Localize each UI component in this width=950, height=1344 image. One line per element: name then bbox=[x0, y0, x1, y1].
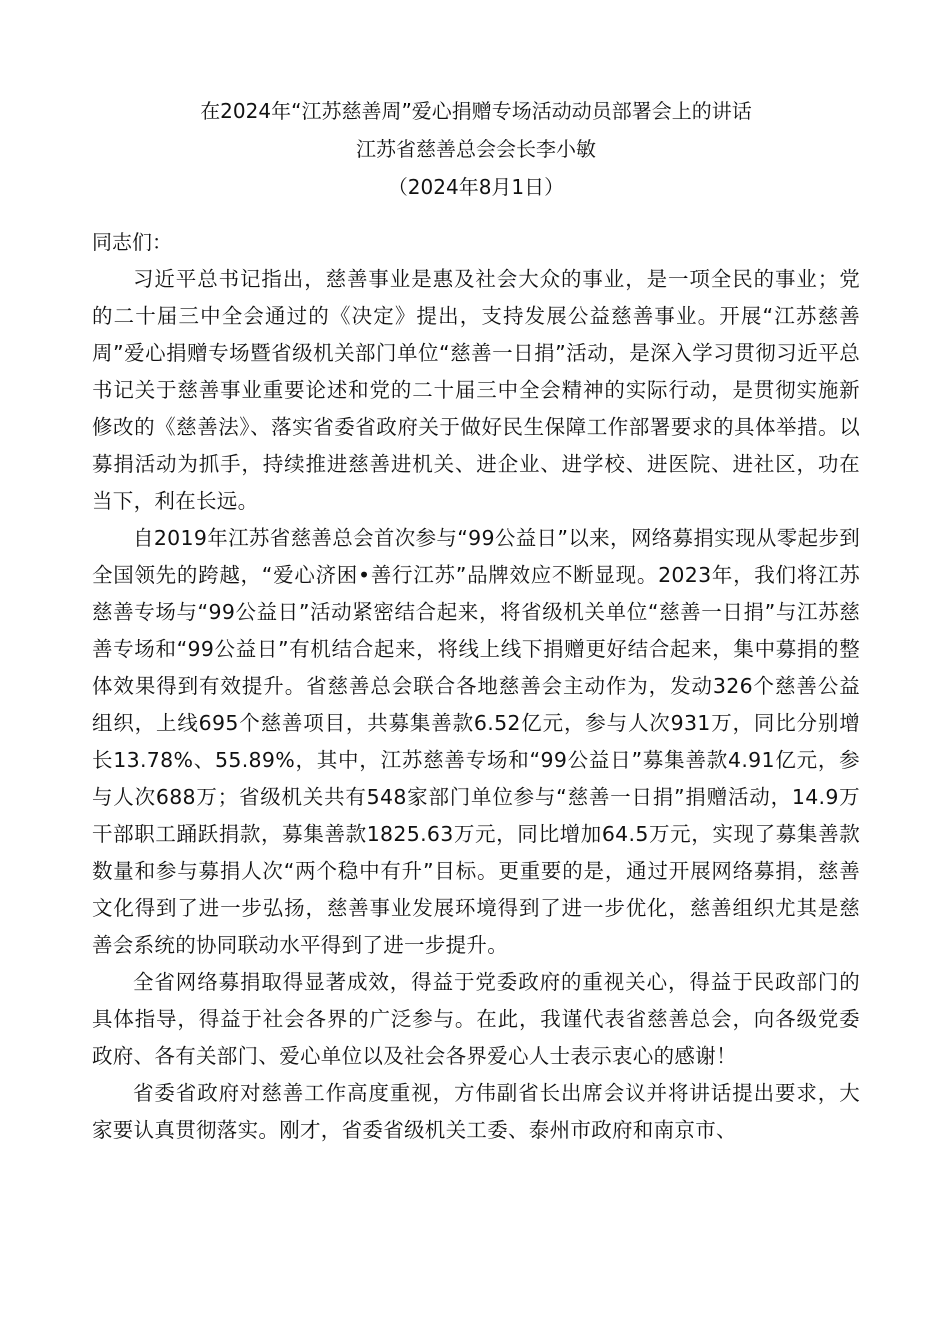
document-page bbox=[92, 92, 860, 1149]
paragraph-3: 全省网络募捐取得显著成效，得益于党委政府的重视关心，得益于民政部门的具体指导，得益于社会各界的广泛参与。在此，我谨代表省慈善总会，向各级党委政府、各有关部门、爱心单位以及社会各界爱心人士表示衷心的感谢！ bbox=[92, 970, 860, 1068]
paragraph-4: 省委省政府对慈善工作高度重视，方伟副省长出席会议并将讲话提出要求，大家要认真贯彻落实。刚才，省委省级机关工委、泰州市政府和南京市、 bbox=[92, 1081, 860, 1142]
greeting: 同志们： bbox=[92, 230, 172, 254]
paragraph-2: 自2019年江苏省慈善总会首次参与“99公益日”以来，网络募捐实现从零起步到全国领先的跨越，“爱心济困•善行江苏”品牌效应不断显现。2023年，我们将江苏慈善专场与“99公益日”活动紧密结合起来，将省级机关单位“慈善一日捐”与江苏慈善专场和“99公益日”有机结合起来，将线上线下捐赠更好结合起来，集中募捐的整体效果得到有效提升。省慈善总会联合各地慈善会主动作为，发动326个慈善公益组织，上线695个慈善项目，共募集善款6.52亿元，参与人次931万，同比分别增长13.78%、55.89%，其中，江苏慈善专场和“99公益日”募集善款4.91亿元，参与人次688万；省级机关共有548家部门单位参与“慈善一日捐”捐赠活动，14.9万干部职工踊跃捐款，募集善款1825.63万元，同比增加64.5万元，实现了募集善款数量和参与募捐人次“两个稳中有升”目标。更重要的是，通过开展网络募捐，慈善文化得到了进一步弘扬，慈善事业发展环境得到了进一步优化，慈善组织尤其是慈善会系统的协同联动水平得到了进一步提升。 bbox=[92, 526, 860, 957]
speech-title: 在2024年“江苏慈善周”爱心捐赠专场活动动员部署会上的讲话 bbox=[200, 99, 752, 123]
title-block bbox=[92, 92, 860, 206]
paragraph-1: 习近平总书记指出，慈善事业是惠及社会大众的事业，是一项全民的事业；党的二十届三中全会通过的《决定》提出，支持发展公益慈善事业。开展“江苏慈善周”爱心捐赠专场暨省级机关部门单位“慈善一日捐”活动，是深入学习贯彻习近平总书记关于慈善事业重要论述和党的二十届三中全会精神的实际行动，是贯彻实施新修改的《慈善法》、落实省委省政府关于做好民生保障工作部署要求的具体举措。以募捐活动为抓手，持续推进慈善进机关、进企业、进学校、进医院、进社区，功在当下，利在长远。 bbox=[92, 267, 860, 513]
speech-date: （2024年8月1日） bbox=[387, 175, 565, 199]
speaker-line: 江苏省慈善总会会长李小敏 bbox=[356, 137, 596, 161]
